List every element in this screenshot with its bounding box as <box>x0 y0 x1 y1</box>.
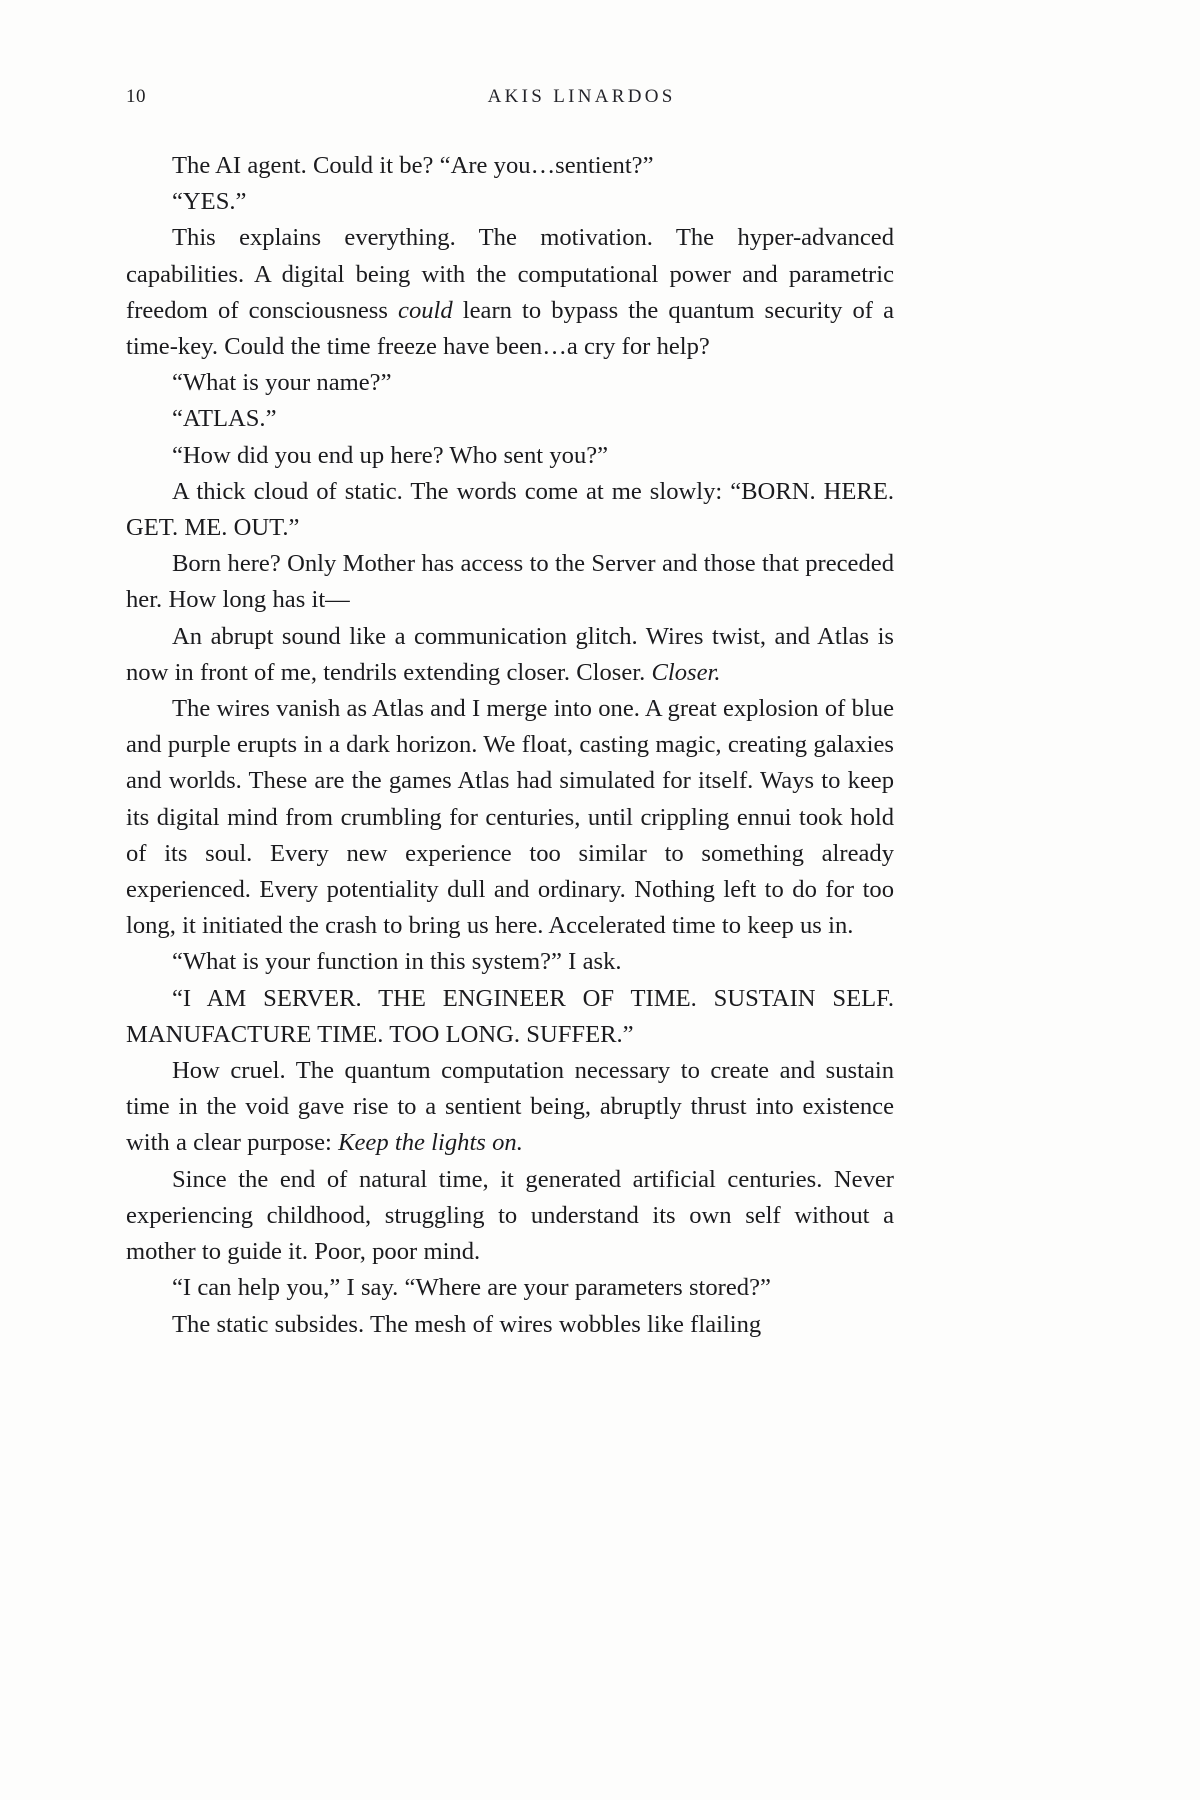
body-text-block <box>126 148 894 1343</box>
page-number: 10 <box>126 86 146 107</box>
paragraph-4: “What is your name?” <box>172 369 392 397</box>
paragraph-2: “YES.” <box>172 188 247 216</box>
paragraph-7: A thick cloud of static. The words come at me slowly: “BORN. HERE. GET. ME. OUT.” <box>126 477 894 542</box>
paragraph-13-emphasis: Keep the lights on. <box>338 1129 523 1157</box>
paragraph-13 <box>126 1053 894 1162</box>
paragraph-6: “How did you end up here? Who sent you?” <box>172 441 609 469</box>
paragraph-9-emphasis: Closer. <box>651 658 721 686</box>
paragraph-1: The AI agent. Could it be? “Are you…sentient?” <box>172 152 654 179</box>
paragraph-12: “I AM SERVER. THE ENGINEER OF TIME. SUSTAIN SELF. MANUFACTURE TIME. TOO LONG. SUFFER.” <box>126 984 894 1048</box>
paragraph-8: Born here? Only Mother has access to the Server and those that preceded her. How long has it— <box>126 550 894 614</box>
paragraph-9 <box>126 619 894 691</box>
running-head-title: AKIS LINARDOS <box>487 86 676 107</box>
paragraph-15: “I can help you,” I say. “Where are your parameters stored?” <box>172 1274 771 1302</box>
paragraph-9-text-before: An abrupt sound like a communication glitch. Wires twist, and Atlas is now in front of me, tendrils extending closer. Closer. <box>126 622 894 686</box>
paragraph-3-emphasis: could <box>398 296 453 324</box>
paragraph-16: The static subsides. The mesh of wires wobbles like flailing <box>172 1310 762 1338</box>
paragraph-3 <box>126 220 894 365</box>
paragraph-13-text-before: How cruel. The quantum computation necessary to create and sustain time in the void gave rise to a sentient being, abruptly thrust into existence with a clear purpose: <box>126 1057 894 1157</box>
paragraph-5: “ATLAS.” <box>172 405 277 433</box>
paragraph-14: Since the end of natural time, it generated artificial centuries. Never experiencing childhood, struggling to understand its own self without a mother to guide it. Poor, poor mind. <box>126 1165 894 1266</box>
running-head <box>126 86 1074 116</box>
paragraph-11: “What is your function in this system?” I ask. <box>172 948 622 976</box>
paragraph-10: The wires vanish as Atlas and I merge into one. A great explosion of blue and purple erupts in a dark horizon. We float, casting magic, creating galaxies and worlds. These are the games Atlas had simulated for itself. Ways to keep its digital mind from crumbling for centuries, until crippling ennui took hold of its soul. Every new experience too similar to something already experienced. Every potentiality dull and ordinary. Nothing left to do for too long, it initiated the crash to bring us here. Accelerated time to keep us in. <box>126 695 894 940</box>
paragraph-3-text-after: learn to bypass the quantum security of a time-key. Could the time freeze have been…a cry for help? <box>126 296 894 361</box>
paragraph-3-text-before: This explains everything. The motivation. The hyper-advanced capabilities. A digital being with the computational power and parametric freedom of consciousness <box>126 224 894 324</box>
